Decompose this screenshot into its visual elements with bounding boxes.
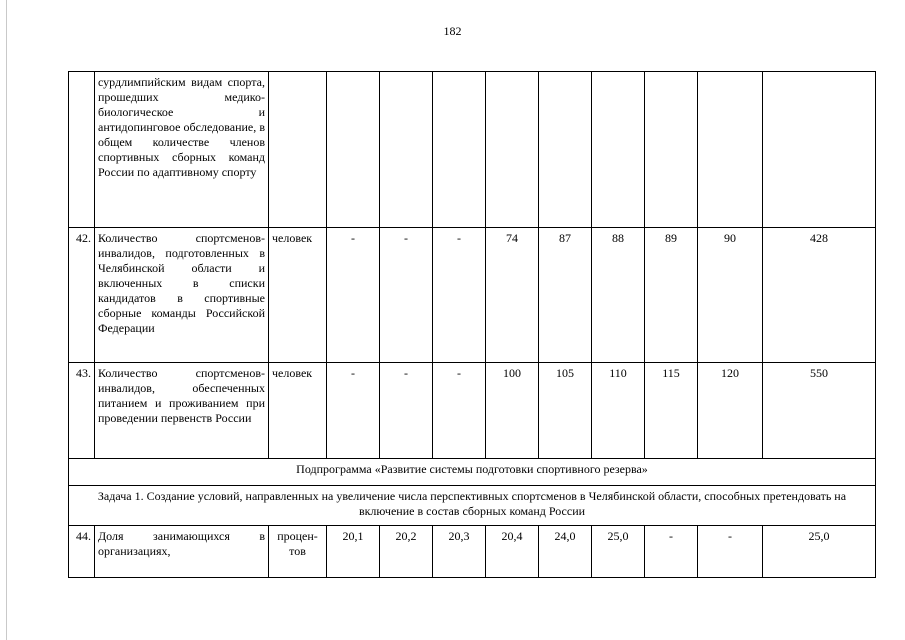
table-row bbox=[69, 526, 876, 578]
indicator-name: Количество спортсменов-инвалидов, обеспеченных питанием и проживанием при проведении первенств России bbox=[95, 363, 269, 459]
value-cell: - bbox=[645, 526, 698, 578]
subprogram-row bbox=[69, 459, 876, 486]
table-row bbox=[69, 363, 876, 459]
value-cell: - bbox=[380, 363, 433, 459]
row-number bbox=[69, 72, 95, 228]
value-cell bbox=[327, 72, 380, 228]
indicators-table bbox=[68, 71, 876, 578]
row-number: 42. bbox=[69, 228, 95, 363]
value-cell: 110 bbox=[592, 363, 645, 459]
value-cell bbox=[592, 72, 645, 228]
indicator-name: Доля занимающихся в организациях, bbox=[95, 526, 269, 578]
value-cell: 20,3 bbox=[433, 526, 486, 578]
value-cell: 90 bbox=[698, 228, 763, 363]
value-cell: 20,4 bbox=[486, 526, 539, 578]
value-cell: - bbox=[327, 228, 380, 363]
value-cell bbox=[539, 72, 592, 228]
value-cell bbox=[645, 72, 698, 228]
page-number: 182 bbox=[443, 24, 462, 38]
value-cell: 20,2 bbox=[380, 526, 433, 578]
value-cell: 105 bbox=[539, 363, 592, 459]
row-number: 44. bbox=[69, 526, 95, 578]
unit-cell: человек bbox=[269, 228, 327, 363]
total-cell bbox=[763, 72, 876, 228]
value-cell: 100 bbox=[486, 363, 539, 459]
value-cell bbox=[380, 72, 433, 228]
value-cell: 88 bbox=[592, 228, 645, 363]
value-cell: 115 bbox=[645, 363, 698, 459]
value-cell bbox=[486, 72, 539, 228]
unit-cell: человек bbox=[269, 363, 327, 459]
task-row bbox=[69, 486, 876, 526]
total-cell: 550 bbox=[763, 363, 876, 459]
value-cell: - bbox=[433, 363, 486, 459]
table-row bbox=[69, 228, 876, 363]
value-cell: 87 bbox=[539, 228, 592, 363]
task-title: Задача 1. Создание условий, направленных на увеличение числа перспективных спортсменов в Челябинской области, способных претендовать на включение в состав сборных команд России bbox=[69, 486, 876, 526]
page-edge-line bbox=[6, 0, 7, 640]
value-cell: - bbox=[327, 363, 380, 459]
value-cell: 20,1 bbox=[327, 526, 380, 578]
subprogram-title: Подпрограмма «Развитие системы подготовки спортивного резерва» bbox=[69, 459, 876, 486]
value-cell: - bbox=[433, 228, 486, 363]
unit-cell bbox=[269, 526, 327, 578]
unit-line: процен- bbox=[277, 529, 318, 543]
indicator-name: сурдлимпийским видам спорта, прошедших медико-биологическое и антидопинговое обследование, в общем количестве членов спортивных сборных команд России по адаптивному спорту bbox=[95, 72, 269, 228]
value-cell: 74 bbox=[486, 228, 539, 363]
total-cell: 428 bbox=[763, 228, 876, 363]
value-cell bbox=[698, 72, 763, 228]
unit-cell bbox=[269, 72, 327, 228]
unit-line: тов bbox=[289, 544, 306, 558]
indicator-name: Количество спортсменов-инвалидов, подготовленных в Челябинской области и включенных в списки кандидатов в спортивные сборные команды Российской Федерации bbox=[95, 228, 269, 363]
value-cell: 89 bbox=[645, 228, 698, 363]
total-cell: 25,0 bbox=[763, 526, 876, 578]
row-number: 43. bbox=[69, 363, 95, 459]
value-cell: 25,0 bbox=[592, 526, 645, 578]
value-cell: 120 bbox=[698, 363, 763, 459]
value-cell: 24,0 bbox=[539, 526, 592, 578]
value-cell bbox=[433, 72, 486, 228]
value-cell: - bbox=[380, 228, 433, 363]
table-row bbox=[69, 72, 876, 228]
value-cell: - bbox=[698, 526, 763, 578]
